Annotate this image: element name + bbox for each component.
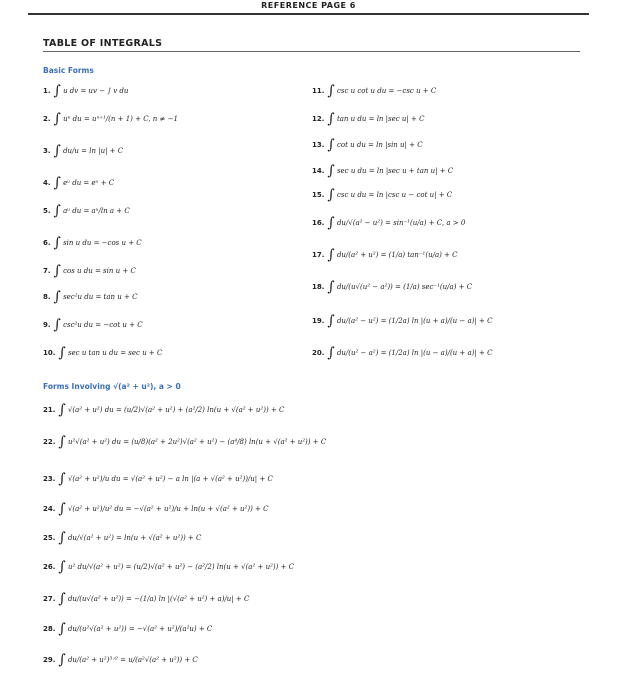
integral-sign-icon: ∫ — [58, 591, 66, 607]
integral-sign-icon: ∫ — [53, 83, 61, 99]
integral-sign-icon: ∫ — [327, 137, 335, 153]
formula-number: 24. — [43, 505, 56, 513]
formula-expression: du/(a² + u²) = (1/a) tan⁻¹(u/a) + C — [336, 251, 458, 259]
formula-number: 29. — [43, 656, 56, 664]
formula-number: 3. — [43, 147, 51, 155]
formula-10 — [43, 345, 163, 361]
formula-20 — [312, 345, 493, 361]
formula-expression: sec u du = ln |sec u + tan u| + C — [336, 167, 454, 175]
formula-expression: du/(a² + u²)³ᐟ² = u/(a²√(a² + u²)) + C — [67, 656, 198, 664]
formula-6 — [43, 235, 142, 251]
section-basic-forms: Basic Forms — [43, 66, 94, 75]
title-rule — [43, 51, 580, 52]
formula-number: 2. — [43, 115, 51, 123]
formula-number: 26. — [43, 563, 56, 571]
formula-expression: du/(u²√(a² + u²)) = −√(a² + u²)/(a²u) + C — [67, 625, 213, 633]
integral-sign-icon: ∫ — [58, 402, 66, 418]
integral-sign-icon: ∫ — [53, 263, 61, 279]
formula-19 — [312, 313, 493, 329]
formula-expression: du/(u√(a² + u²)) = −(1/a) ln |(√(a² + u²) + a)/u| + C — [67, 595, 250, 603]
formula-number: 8. — [43, 293, 51, 301]
formula-number: 6. — [43, 239, 51, 247]
formula-expression: du/(a² − u²) = (1/2a) ln |(u + a)/(u − a)| + C — [336, 317, 493, 325]
formula-28 — [43, 621, 213, 637]
formula-expression: cot u du = ln |sin u| + C — [336, 141, 423, 149]
formula-15 — [312, 187, 453, 203]
formula-number: 20. — [312, 349, 325, 357]
formula-number: 28. — [43, 625, 56, 633]
formula-number: 15. — [312, 191, 325, 199]
formula-9 — [43, 317, 143, 333]
integral-sign-icon: ∫ — [327, 187, 335, 203]
integral-sign-icon: ∫ — [53, 289, 61, 305]
integral-sign-icon: ∫ — [327, 313, 335, 329]
table-title: TABLE OF INTEGRALS — [43, 38, 163, 49]
integral-sign-icon: ∫ — [327, 83, 335, 99]
formula-26 — [43, 559, 295, 575]
formula-2 — [43, 111, 178, 127]
formula-number: 12. — [312, 115, 325, 123]
formula-number: 13. — [312, 141, 325, 149]
page-header — [0, 0, 617, 14]
formula-expression: u²√(a² + u²) du = (u/8)(a² + 2u²)√(a² + u²) − (a⁴/8) ln(u + √(a² + u²)) + C — [67, 438, 327, 446]
formula-27 — [43, 591, 250, 607]
integral-sign-icon: ∫ — [327, 345, 335, 361]
formula-expression: eᵘ du = eᵘ + C — [63, 179, 115, 187]
formula-8 — [43, 289, 138, 305]
formula-number: 10. — [43, 349, 56, 357]
formula-11 — [312, 83, 437, 99]
formula-17 — [312, 247, 458, 263]
formula-number: 9. — [43, 321, 51, 329]
formula-number: 17. — [312, 251, 325, 259]
formula-14 — [312, 163, 454, 179]
formula-expression: du/√(a² − u²) = sin⁻¹(u/a) + C, a > 0 — [336, 219, 466, 227]
formula-7 — [43, 263, 136, 279]
integral-sign-icon: ∫ — [53, 143, 61, 159]
formula-1 — [43, 83, 129, 99]
formula-12 — [312, 111, 425, 127]
formula-expression: du/u = ln |u| + C — [63, 147, 124, 155]
formula-18 — [312, 279, 473, 295]
formula-number: 19. — [312, 317, 325, 325]
formula-25 — [43, 530, 202, 546]
integral-sign-icon: ∫ — [58, 621, 66, 637]
formula-expression: aᵘ du = aᵘ/ln a + C — [63, 207, 130, 215]
formula-expression: √(a² + u²) du = (u/2)√(a² + u²) + (a²/2) ln(u + √(a² + u²)) + C — [67, 406, 285, 414]
formula-expression: u² du/√(a² + u²) = (u/2)√(a² + u²) − (a²/2) ln(u + √(a² + u²)) + C — [67, 563, 295, 571]
formula-24 — [43, 501, 269, 517]
formula-expression: du/(u√(u² − a²)) = (1/a) sec⁻¹(u/a) + C — [336, 283, 473, 291]
formula-16 — [312, 215, 466, 231]
integral-sign-icon: ∫ — [58, 652, 66, 668]
formula-number: 4. — [43, 179, 51, 187]
formula-expression: sin u du = −cos u + C — [63, 239, 142, 247]
formula-5 — [43, 203, 130, 219]
integral-sign-icon: ∫ — [327, 111, 335, 127]
integral-sign-icon: ∫ — [53, 111, 61, 127]
integral-sign-icon: ∫ — [53, 175, 61, 191]
formula-number: 18. — [312, 283, 325, 291]
formula-number: 22. — [43, 438, 56, 446]
formula-expression: sec²u du = tan u + C — [63, 293, 138, 301]
integral-sign-icon: ∫ — [58, 471, 66, 487]
integral-sign-icon: ∫ — [53, 317, 61, 333]
formula-number: 11. — [312, 87, 325, 95]
formula-29 — [43, 652, 198, 668]
integral-sign-icon: ∫ — [58, 434, 66, 450]
integral-sign-icon: ∫ — [327, 215, 335, 231]
integral-sign-icon: ∫ — [53, 235, 61, 251]
integral-sign-icon: ∫ — [58, 501, 66, 517]
formula-23 — [43, 471, 273, 487]
formula-22 — [43, 434, 327, 450]
integral-sign-icon: ∫ — [58, 559, 66, 575]
formula-number: 23. — [43, 475, 56, 483]
formula-expression: cos u du = sin u + C — [63, 267, 136, 275]
formula-expression: du/(u² − a²) = (1/2a) ln |(u − a)/(u + a)| + C — [336, 349, 493, 357]
formula-number: 16. — [312, 219, 325, 227]
formula-number: 7. — [43, 267, 51, 275]
integral-sign-icon: ∫ — [58, 345, 66, 361]
formula-expression: √(a² + u²)/u² du = −√(a² + u²)/u + ln(u + √(a² + u²)) + C — [67, 505, 269, 513]
formula-expression: u dv = uv − ∫ v du — [63, 87, 129, 95]
section-forms-involving: Forms Involving √(a² + u²), a > 0 — [43, 382, 181, 391]
integral-sign-icon: ∫ — [53, 203, 61, 219]
formula-expression: √(a² + u²)/u du = √(a² + u²) − a ln |(a + √(a² + u²))/u| + C — [67, 475, 273, 483]
formula-expression: du/√(a² + u²) = ln(u + √(a² + u²)) + C — [67, 534, 202, 542]
formula-number: 14. — [312, 167, 325, 175]
formula-13 — [312, 137, 423, 153]
formula-expression: csc u du = ln |csc u − cot u| + C — [336, 191, 453, 199]
integral-sign-icon: ∫ — [58, 530, 66, 546]
formula-expression: sec u tan u du = sec u + C — [67, 349, 163, 357]
formula-expression: tan u du = ln |sec u| + C — [336, 115, 425, 123]
formula-number: 5. — [43, 207, 51, 215]
formula-number: 27. — [43, 595, 56, 603]
formula-expression: csc²u du = −cot u + C — [63, 321, 143, 329]
integral-sign-icon: ∫ — [327, 247, 335, 263]
reference-page-label: REFERENCE PAGE 6 — [261, 1, 356, 10]
formula-number: 25. — [43, 534, 56, 542]
integral-sign-icon: ∫ — [327, 279, 335, 295]
formula-number: 21. — [43, 406, 56, 414]
formula-expression: csc u cot u du = −csc u + C — [336, 87, 437, 95]
formula-3 — [43, 143, 124, 159]
header-rule — [28, 13, 589, 15]
formula-number: 1. — [43, 87, 51, 95]
formula-4 — [43, 175, 115, 191]
integral-sign-icon: ∫ — [327, 163, 335, 179]
formula-expression: uⁿ du = uⁿ⁺¹/(n + 1) + C, n ≠ −1 — [63, 115, 178, 123]
formula-21 — [43, 402, 285, 418]
